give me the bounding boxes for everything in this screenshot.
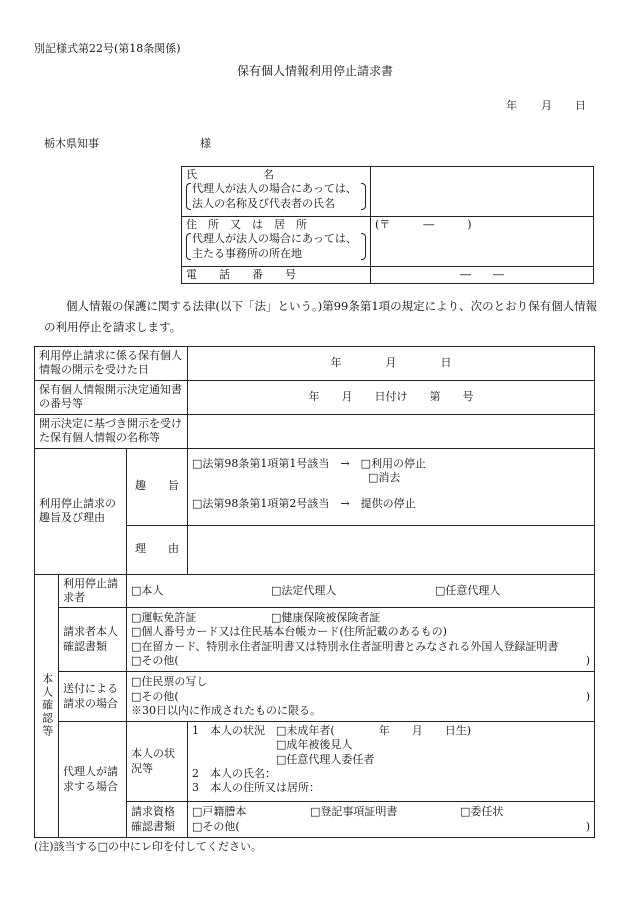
name-label: 氏 名 xyxy=(186,168,274,181)
principal-status-options[interactable] xyxy=(188,722,595,802)
request-table xyxy=(34,346,595,838)
purpose-group-label: 利用停止請求の趣旨及び理由 xyxy=(35,448,127,574)
purpose-option-1b[interactable]: □消去 xyxy=(368,470,401,484)
postal-code: (〒 ― ) xyxy=(375,218,472,231)
option-registry-certificate[interactable]: □登記事項証明書 xyxy=(310,805,398,819)
purpose-label: 趣 旨 xyxy=(127,448,188,525)
requester-box xyxy=(181,166,594,284)
honorific: 様 xyxy=(200,137,211,150)
id-docs-options[interactable] xyxy=(127,608,595,672)
option-family-register[interactable]: □戸籍謄本 xyxy=(192,805,247,819)
mail-options[interactable] xyxy=(127,672,595,722)
form-number: 別記様式第22号(第18条関係) xyxy=(34,42,181,55)
intro-paragraph: 個人情報の保護に関する法律(以下「法」という。)第99条第1項の規定により、次のとおり保有個人情報の利用停止を請求します。 xyxy=(44,299,598,334)
option-resident-record[interactable]: □住民票の写し xyxy=(131,675,208,689)
principal-address-field[interactable]: 3 本人の住所又は居所： xyxy=(192,781,321,795)
address-label: 住 所 又 は 居 所 xyxy=(186,218,307,231)
date-month-label: 月 xyxy=(541,99,552,112)
address-label-cell xyxy=(182,217,371,267)
option-residence-card[interactable]: □在留カード、特別永住者証明書又は特別永住者証明書とみなされる外国人登録証明書 xyxy=(131,639,559,653)
reason-label: 理 由 xyxy=(127,525,188,574)
option-drivers-license[interactable]: □運転免許証 xyxy=(131,611,197,625)
status-voluntary-delegator[interactable]: □任意代理人委任者 xyxy=(276,752,375,766)
agent-label: 代理人が請求する場合 xyxy=(59,722,127,838)
option-voluntary-agent[interactable]: □任意代理人 xyxy=(435,583,501,597)
option-legal-agent[interactable]: □法定代理人 xyxy=(271,583,337,597)
address-note: 代理人が法人の場合にあっては、主たる事務所の所在地 xyxy=(186,232,366,261)
date-year-label: 年 xyxy=(506,99,517,112)
purpose-options[interactable] xyxy=(188,448,595,525)
status-minor[interactable]: 1 本人の状況 □未成年者( 年 月 日生) xyxy=(192,724,471,738)
info-name-field[interactable] xyxy=(188,414,595,448)
principal-name-field[interactable]: 2 本人の氏名： xyxy=(192,767,277,781)
qual-other-close: ) xyxy=(585,819,590,833)
option-power-of-attorney[interactable]: □委任状 xyxy=(460,805,504,819)
qual-docs-options[interactable] xyxy=(188,802,595,838)
reason-field[interactable] xyxy=(188,525,595,574)
qual-docs-label: 請求資格確認書類 xyxy=(127,802,188,838)
requester-type-options[interactable] xyxy=(127,574,595,608)
name-field[interactable] xyxy=(371,167,594,217)
footnote: (注)該当する□の中にレ印を付してください。 xyxy=(34,840,262,853)
phone-label: 電 話 番 号 xyxy=(182,267,371,284)
received-date-label: 利用停止請求に係る保有個人情報の開示を受けた日 xyxy=(35,347,188,381)
option-qual-other[interactable]: □その他( xyxy=(192,819,240,833)
option-self[interactable]: □本人 xyxy=(131,583,164,597)
option-mail-other[interactable]: □その他( xyxy=(131,689,179,703)
requester-type-label: 利用停止請求者 xyxy=(59,574,127,608)
option-health-insurance[interactable]: □健康保険被保険者証 xyxy=(271,611,381,625)
status-adult-ward[interactable]: □成年被後見人 xyxy=(276,738,353,752)
purpose-option-1[interactable]: □法第98条第1項第1号該当 → □利用の停止 xyxy=(192,456,427,470)
purpose-option-2[interactable]: □法第98条第1項第2号該当 → 提供の停止 xyxy=(192,497,416,511)
notice-number-label: 保有個人情報開示決定通知書の番号等 xyxy=(35,380,188,414)
mail-label: 送付による請求の場合 xyxy=(59,672,127,722)
name-label-cell xyxy=(182,167,371,217)
id-other-close: ) xyxy=(585,653,590,667)
addressee: 栃木県知事 xyxy=(44,137,99,150)
option-id-other[interactable]: □その他( xyxy=(131,653,179,667)
identity-group-label: 本人確認等 xyxy=(35,574,59,838)
notice-number-field[interactable]: 年 月 日付け 第 号 xyxy=(188,380,595,414)
info-name-label: 開示決定に基づき開示を受けた保有個人情報の名称等 xyxy=(35,414,188,448)
principal-status-label: 本人の状況等 xyxy=(127,722,188,802)
phone-field[interactable]: ― ― xyxy=(371,267,594,284)
option-mynumber-card[interactable]: □個人番号カード又は住民基本台帳カード(住所記載のあるもの) xyxy=(131,625,447,639)
name-note: 代理人が法人の場合にあっては、法人の名称及び代表者の氏名 xyxy=(186,182,366,211)
document-title: 保有個人情報利用停止請求書 xyxy=(236,64,393,78)
mail-note: ※30日以内に作成されたものに限る。 xyxy=(131,703,321,717)
received-date-field[interactable]: 年 月 日 xyxy=(188,347,595,381)
id-docs-label: 請求者本人確認書類 xyxy=(59,608,127,672)
date-day-label: 日 xyxy=(575,99,586,112)
mail-other-close: ) xyxy=(585,689,590,703)
address-field[interactable] xyxy=(371,217,594,267)
